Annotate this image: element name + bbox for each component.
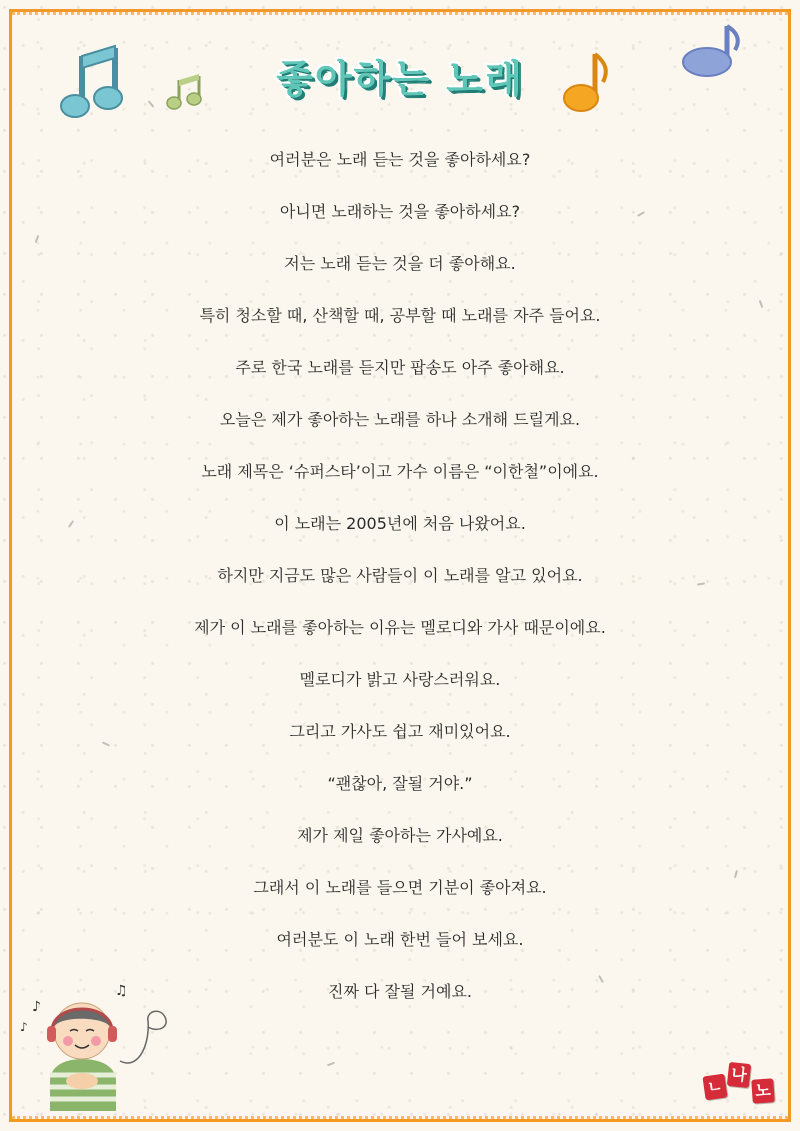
essay-body xyxy=(0,146,800,1030)
essay-line: 오늘은 제가 좋아하는 노래를 하나 소개해 드릴게요. xyxy=(219,410,581,429)
border-dots-bottom xyxy=(12,1110,788,1119)
essay-line: 진짜 다 잘될 거예요. xyxy=(328,982,472,1001)
nanu-logo xyxy=(704,1057,778,1109)
essay-line: 특히 청소할 때, 산책할 때, 공부할 때 노래를 자주 들어요. xyxy=(199,306,601,325)
border-dots-top xyxy=(12,12,788,21)
logo-letter: ㄴ xyxy=(702,1074,727,1101)
essay-line: 여러분은 노래 듣는 것을 좋아하세요? xyxy=(269,150,531,169)
essay-line: 여러분도 이 노래 한번 들어 보세요. xyxy=(276,930,524,949)
logo-letter: 노 xyxy=(751,1078,775,1103)
essay-line: 아니면 노래하는 것을 좋아하세요? xyxy=(279,202,521,221)
essay-line: 제가 제일 좋아하는 가사예요. xyxy=(297,826,503,845)
essay-line: 이 노래는 2005년에 처음 나왔어요. xyxy=(274,514,526,533)
essay-line: 제가 이 노래를 좋아하는 이유는 멜로디와 가사 때문이에요. xyxy=(194,618,606,637)
boy-with-headphones-illustration xyxy=(20,971,170,1111)
svg-text:♫: ♫ xyxy=(115,983,128,999)
logo-letter: 나 xyxy=(727,1062,751,1088)
essay-line: 그리고 가사도 쉽고 재미있어요. xyxy=(289,722,511,741)
essay-line: 멜로디가 밝고 사랑스러워요. xyxy=(299,670,501,689)
essay-line: 하지만 지금도 많은 사람들이 이 노래를 알고 있어요. xyxy=(217,566,583,585)
svg-text:♪: ♪ xyxy=(20,1020,28,1034)
essay-line: 주로 한국 노래를 듣지만 팝송도 아주 좋아해요. xyxy=(235,358,565,377)
svg-text:♪: ♪ xyxy=(32,999,41,1015)
essay-line: “괜찮아, 잘될 거야.” xyxy=(327,774,473,793)
essay-line: 노래 제목은 ‘슈퍼스타’이고 가수 이름은 “이한철”이에요. xyxy=(201,462,599,481)
page-title: 좋아하는 노래 xyxy=(276,57,524,101)
essay-line: 그래서 이 노래를 들으면 기분이 좋아져요. xyxy=(253,878,547,897)
essay-line: 저는 노래 듣는 것을 더 좋아해요. xyxy=(284,254,516,273)
